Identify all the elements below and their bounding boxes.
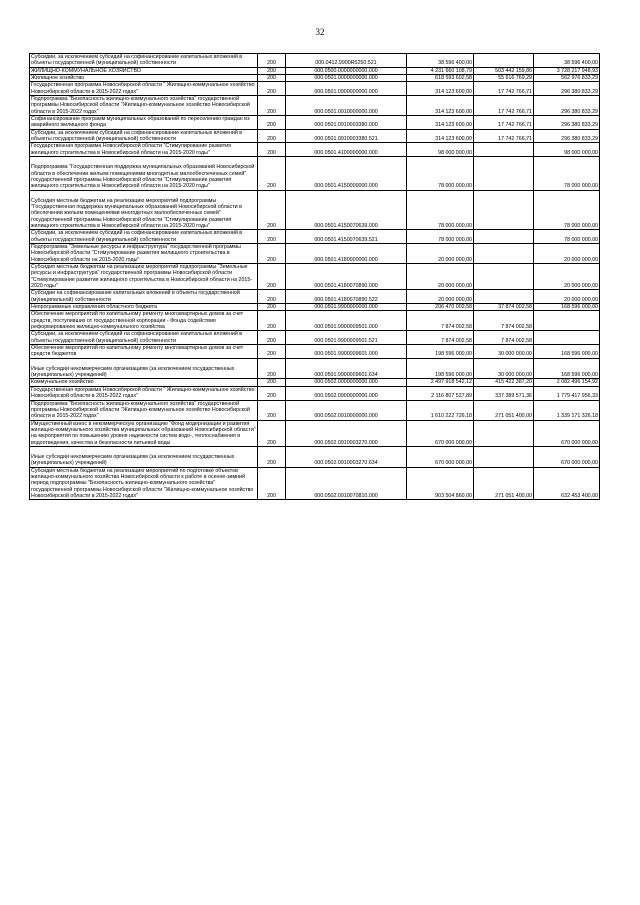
row-regional-amount: 632 453 400,00 bbox=[534, 467, 600, 500]
row-kvr-cell: 200 bbox=[258, 311, 286, 331]
row-federal-amount: 30 000 000,00 bbox=[474, 358, 534, 379]
row-kvr-cell: 200 bbox=[258, 116, 286, 130]
row-regional-amount: 296 380 833,29 bbox=[534, 96, 600, 116]
row-total-amount: 98 000 000,00 bbox=[407, 143, 474, 157]
table-row bbox=[30, 67, 600, 74]
row-regional-amount: 670 000 000,00 bbox=[534, 420, 600, 446]
row-code-cell: 000.0501.4150000000.000 bbox=[286, 157, 407, 190]
row-name-cell: Субсидия местным бюджетам на реализацию мероприятий подпрограммы "Земельные ресурсы и инфраструктура" государственной программы Новосибирской области "Стимулирование развития жилищного строительства в Новосибирской области на 2015-2020 годы" bbox=[30, 263, 258, 289]
row-total-amount: 198 596 000,00 bbox=[407, 345, 474, 359]
row-kvr-cell: 200 bbox=[258, 67, 286, 74]
row-federal-amount: 503 442 159,86 bbox=[474, 67, 534, 74]
row-code-cell: 000.0502.0900000000.000 bbox=[286, 386, 407, 400]
row-regional-amount: 1 339 171 326,18 bbox=[534, 400, 600, 420]
row-code-cell: 000.0501.9900009501.521 bbox=[286, 331, 407, 345]
table-row bbox=[30, 311, 600, 331]
row-kvr-cell: 200 bbox=[258, 386, 286, 400]
row-federal-amount bbox=[474, 263, 534, 289]
row-federal-amount: 337 389 571,36 bbox=[474, 386, 534, 400]
row-code-cell: 000.0501.4150070639.521 bbox=[286, 230, 407, 244]
row-regional-amount: 78 000 000,00 bbox=[534, 230, 600, 244]
table-row bbox=[30, 143, 600, 157]
row-kvr-cell: 200 bbox=[258, 263, 286, 289]
row-name-cell: Коммунальное хозяйство bbox=[30, 379, 258, 386]
row-regional-amount: 168 596 000,00 bbox=[534, 345, 600, 359]
row-code-cell: 000.0501.9900009501.000 bbox=[286, 311, 407, 331]
row-regional-amount bbox=[534, 311, 600, 331]
row-regional-amount: 98 000 000,00 bbox=[534, 143, 600, 157]
row-name-cell: Государственная программа Новосибирской области " Жилищно-коммунальное хозяйство Новосибирской области в 2015-2022 годах" bbox=[30, 82, 258, 96]
row-kvr-cell: 200 bbox=[258, 446, 286, 467]
row-total-amount: 20 000 000,00 bbox=[407, 263, 474, 289]
row-code-cell: 000.0502.0910003270.634 bbox=[286, 446, 407, 467]
row-federal-amount bbox=[474, 243, 534, 263]
row-total-amount: 78 000 000,00 bbox=[407, 230, 474, 244]
row-total-amount: 20 000 000,00 bbox=[407, 290, 474, 304]
row-code-cell: 000.0502.0910003270.000 bbox=[286, 420, 407, 446]
row-name-cell: Субсидия местным бюджетам на реализацию мероприятий по подготовке объектов жилищно-коммунального хозяйства Новосибирской области к работе в осенне-зимний период подпрограммы "Безопасность жилищно-коммунального хозяйства" государственной программы Новосибирской области "Жилищно-коммунальное хозяйство Новосибирской области в 2015-2022 годах" bbox=[30, 467, 258, 500]
row-regional-amount: 168 596 000,00 bbox=[534, 304, 600, 311]
row-total-amount: 314 123 600,00 bbox=[407, 96, 474, 116]
row-federal-amount: 7 874 002,58 bbox=[474, 311, 534, 331]
row-kvr-cell: 200 bbox=[258, 230, 286, 244]
row-federal-amount: 17 742 766,71 bbox=[474, 82, 534, 96]
row-kvr-cell: 200 bbox=[258, 331, 286, 345]
table-row bbox=[30, 331, 600, 345]
row-name-cell: Государственная программа Новосибирской области " Жилищно-коммунальное хозяйство Новосибирской области в 2015-2022 годах" bbox=[30, 386, 258, 400]
row-federal-amount bbox=[474, 54, 534, 68]
row-kvr-cell: 200 bbox=[258, 82, 286, 96]
row-federal-amount bbox=[474, 143, 534, 157]
row-code-cell: 000.0502.0910000000.000 bbox=[286, 400, 407, 420]
row-federal-amount: 7 874 002,58 bbox=[474, 331, 534, 345]
row-federal-amount bbox=[474, 157, 534, 190]
row-federal-amount bbox=[474, 290, 534, 304]
row-code-cell: 000.0501.0910003380.000 bbox=[286, 116, 407, 130]
table-row bbox=[30, 304, 600, 311]
row-federal-amount: 17 742 766,71 bbox=[474, 96, 534, 116]
row-name-cell: Субсидии, за исключением субсидий на софинансирование капитальных вложений в объекты государственной (муниципальной) собственности bbox=[30, 54, 258, 68]
table-row bbox=[30, 420, 600, 446]
row-name-cell: Жилищное хозяйство bbox=[30, 75, 258, 82]
table-row bbox=[30, 379, 600, 386]
row-federal-amount: 17 742 766,71 bbox=[474, 116, 534, 130]
row-code-cell: 000.0501.9900000000.000 bbox=[286, 304, 407, 311]
row-total-amount: 314 123 600,00 bbox=[407, 82, 474, 96]
table-row bbox=[30, 400, 600, 420]
row-total-amount: 670 000 000,00 bbox=[407, 446, 474, 467]
row-name-cell: Субсидии, за исключением субсидий на софинансирование капитальных вложений в объекты государственной (муниципальной) собственности bbox=[30, 230, 258, 244]
table-row bbox=[30, 129, 600, 143]
row-kvr-cell: 200 bbox=[258, 345, 286, 359]
row-total-amount: 2 497 918 542,12 bbox=[407, 379, 474, 386]
row-federal-amount: 37 874 002,58 bbox=[474, 304, 534, 311]
row-total-amount: 78 000 000,00 bbox=[407, 157, 474, 190]
row-name-cell: Непрограммные направления областного бюджета bbox=[30, 304, 258, 311]
row-federal-amount bbox=[474, 420, 534, 446]
row-code-cell: 000.0501.9900009601.634 bbox=[286, 358, 407, 379]
table-row bbox=[30, 243, 600, 263]
row-kvr-cell: 200 bbox=[258, 157, 286, 190]
table-row bbox=[30, 446, 600, 467]
row-regional-amount: 3 728 217 948,93 bbox=[534, 67, 600, 74]
row-total-amount: 38 596 400,00 bbox=[407, 54, 474, 68]
row-regional-amount: 20 000 000,00 bbox=[534, 243, 600, 263]
row-code-cell: 000.0502.0910070810.000 bbox=[286, 467, 407, 500]
row-code-cell: 000.0501.4180070890.522 bbox=[286, 290, 407, 304]
row-regional-amount: 1 779 417 956,33 bbox=[534, 386, 600, 400]
row-federal-amount: 271 051 400,00 bbox=[474, 467, 534, 500]
row-total-amount: 314 123 600,00 bbox=[407, 116, 474, 130]
row-name-cell: Обеспечение мероприятий по капитальному ремонту многоквартирных домов за счет средств, поступивших от государственной корпорации - Фонда содействия реформированию жилищно-коммунального хозяйства bbox=[30, 311, 258, 331]
row-code-cell: 000.0501.0910003380.521 bbox=[286, 129, 407, 143]
row-name-cell: Подпрограмма "Земельные ресурсы и инфраструктура" государственной программы Новосибирской области "Стимулирование развития жилищного строительства в Новосибирской области на 2015-2020 годы" bbox=[30, 243, 258, 263]
row-kvr-cell: 200 bbox=[258, 420, 286, 446]
row-regional-amount: 296 380 833,29 bbox=[534, 116, 600, 130]
row-federal-amount: 55 616 769,29 bbox=[474, 75, 534, 82]
row-name-cell: Иные субсидии некоммерческим организациям (за исключением государственных (муниципальных) учреждений) bbox=[30, 446, 258, 467]
table-row bbox=[30, 157, 600, 190]
table-row bbox=[30, 54, 600, 68]
row-regional-amount: 20 000 000,00 bbox=[534, 290, 600, 304]
row-federal-amount: 30 000 000,00 bbox=[474, 345, 534, 359]
row-code-cell: 000.0501.0900000000.000 bbox=[286, 82, 407, 96]
row-kvr-cell: 200 bbox=[258, 129, 286, 143]
row-name-cell: ЖИЛИЩНО-КОММУНАЛЬНОЕ ХОЗЯЙСТВО bbox=[30, 67, 258, 74]
row-kvr-cell: 200 bbox=[258, 190, 286, 230]
row-code-cell: 000.0501.0000000000.000 bbox=[286, 75, 407, 82]
row-code-cell: 000.0501.4150070639.000 bbox=[286, 190, 407, 230]
row-regional-amount: 78 000 000,00 bbox=[534, 157, 600, 190]
row-regional-amount bbox=[534, 331, 600, 345]
row-name-cell: Подпрограмма "Безопасность жилищно-коммунального хозяйства" государственной программы Новосибирской области "Жилищно-коммунальное хозяйство Новосибирской области в 2015-2022 годах" bbox=[30, 400, 258, 420]
row-federal-amount bbox=[474, 230, 534, 244]
row-kvr-cell: 200 bbox=[258, 54, 286, 68]
row-federal-amount: 17 742 766,71 bbox=[474, 129, 534, 143]
row-total-amount: 618 593 602,58 bbox=[407, 75, 474, 82]
table-row bbox=[30, 358, 600, 379]
row-federal-amount: 271 051 400,00 bbox=[474, 400, 534, 420]
row-regional-amount: 670 000 000,00 bbox=[534, 446, 600, 467]
row-kvr-cell: 200 bbox=[258, 358, 286, 379]
row-regional-amount: 296 380 833,29 bbox=[534, 129, 600, 143]
table-row bbox=[30, 230, 600, 244]
row-name-cell: Субсидии, за исключением субсидий на софинансирование капитальных вложений в объекты государственной (муниципальной) собственности bbox=[30, 129, 258, 143]
row-total-amount: 198 596 000,00 bbox=[407, 358, 474, 379]
row-name-cell: Иные субсидии некоммерческим организациям (за исключением государственных (муниципальных) учреждений) bbox=[30, 358, 258, 379]
row-total-amount: 78 000 000,00 bbox=[407, 190, 474, 230]
row-total-amount: 903 504 860,00 bbox=[407, 467, 474, 500]
row-name-cell: Субсидии на софинансирование капитальных вложений в объекты государственной (муниципальной) собственности bbox=[30, 290, 258, 304]
table-row bbox=[30, 75, 600, 82]
row-federal-amount bbox=[474, 446, 534, 467]
row-kvr-cell: 200 bbox=[258, 143, 286, 157]
table-row bbox=[30, 263, 600, 289]
row-code-cell: 000.0501.4100000000.000 bbox=[286, 143, 407, 157]
row-kvr-cell: 200 bbox=[258, 379, 286, 386]
row-regional-amount: 168 596 000,00 bbox=[534, 358, 600, 379]
row-name-cell: Обеспечение мероприятий по капитальному ремонту многоквартирных домов за счет средств бюджетов bbox=[30, 345, 258, 359]
row-total-amount: 7 874 002,58 bbox=[407, 311, 474, 331]
row-name-cell: Имущественный взнос в некоммерческую организацию "Фонд модернизации и развития жилищно-коммунального хозяйства муниципальных образований Новосибирской области" на мероприятия по повышению уровня надежности систем водо-, теплоснабжения и водоотведения, качества и безопасности питьевой воды bbox=[31, 420, 256, 446]
row-total-amount: 206 470 002,58 bbox=[407, 304, 474, 311]
row-regional-amount: 78 000 000,00 bbox=[534, 190, 600, 230]
row-code-cell: 000.0501.4180000000.000 bbox=[286, 243, 407, 263]
row-total-amount: 7 874 002,58 bbox=[407, 331, 474, 345]
row-kvr-cell: 200 bbox=[258, 304, 286, 311]
table-row bbox=[30, 116, 600, 130]
row-total-amount: 1 610 222 726,18 bbox=[407, 400, 474, 420]
row-code-cell: 000.0412.9900R5250.521 bbox=[286, 54, 407, 68]
row-regional-amount: 2 082 496 154,92 bbox=[534, 379, 600, 386]
row-kvr-cell: 200 bbox=[258, 75, 286, 82]
row-regional-amount: 562 976 833,29 bbox=[534, 75, 600, 82]
table-row bbox=[30, 96, 600, 116]
row-code-cell: 000.0502.0000000000.000 bbox=[286, 379, 407, 386]
row-name-cell: Государственная программа Новосибирской области "Стимулирование развития жилищного строительства в Новосибирской области на 2015-2020 годы" bbox=[30, 143, 258, 157]
row-kvr-cell: 200 bbox=[258, 400, 286, 420]
row-name-cell: Софинансирование программ муниципальных образований по переселению граждан из аварийного жилищного фонда bbox=[30, 116, 258, 130]
row-total-amount: 4 231 660 108,79 bbox=[407, 67, 474, 74]
table-row bbox=[30, 386, 600, 400]
page-number: 32 bbox=[315, 27, 325, 37]
row-total-amount: 20 000 000,00 bbox=[407, 243, 474, 263]
table-row bbox=[30, 345, 600, 359]
row-name-cell: Субсидии, за исключением субсидий на софинансирование капитальных вложений в объекты государственной (муниципальной) собственности bbox=[30, 331, 258, 345]
row-kvr-cell: 200 bbox=[258, 290, 286, 304]
table-row bbox=[30, 290, 600, 304]
table-row bbox=[30, 467, 600, 500]
row-regional-amount: 38 596 400,00 bbox=[534, 54, 600, 68]
table-row bbox=[30, 82, 600, 96]
row-federal-amount bbox=[474, 190, 534, 230]
row-code-cell: 000.0501.4180070890.000 bbox=[286, 263, 407, 289]
row-federal-amount: 415 422 387,20 bbox=[474, 379, 534, 386]
row-code-cell: 000.0501.0910000000.000 bbox=[286, 96, 407, 116]
row-total-amount: 670 000 000,00 bbox=[407, 420, 474, 446]
row-name-cell: Субсидия местным бюджетам на реализацию мероприятий подпрограммы "Государственная поддержка муниципальных образований Новосибирской области в обеспечении жильем помещениями многодетных малообеспеченных семей" государственной программы Новосибирской области "Стимулирование развития жилищного строительства в Новосибирской области на 2015-2020 годы" bbox=[30, 190, 258, 230]
row-kvr-cell: 200 bbox=[258, 243, 286, 263]
row-total-amount: 2 116 807 527,89 bbox=[407, 386, 474, 400]
row-regional-amount: 20 000 000,00 bbox=[534, 263, 600, 289]
table-row bbox=[30, 190, 600, 230]
row-code-cell: 000.0501.9900009601.000 bbox=[286, 345, 407, 359]
row-kvr-cell: 200 bbox=[258, 467, 286, 500]
row-regional-amount: 296 380 833,29 bbox=[534, 82, 600, 96]
row-kvr-cell: 200 bbox=[258, 96, 286, 116]
row-name-cell: Подпрограмма "Государственная поддержка муниципальных образований Новосибирской области в обеспечении жильем помещениями многодетных малообеспеченных семей" государственной программы Новосибирской области "Стимулирование развития жилищного строительства в Новосибирской области на 2015-2020 годы" bbox=[30, 157, 258, 190]
budget-table bbox=[29, 53, 600, 500]
row-code-cell: 000.0500.0000000000.000 bbox=[286, 67, 407, 74]
row-name-cell: Подпрограмма "Безопасность жилищно-коммунального хозяйства" государственной программы Новосибирской области "Жилищно-коммунальное хозяйство Новосибирской области в 2015-2022 годах" bbox=[30, 96, 258, 116]
row-total-amount: 314 123 600,00 bbox=[407, 129, 474, 143]
budget-table-body bbox=[30, 54, 600, 500]
